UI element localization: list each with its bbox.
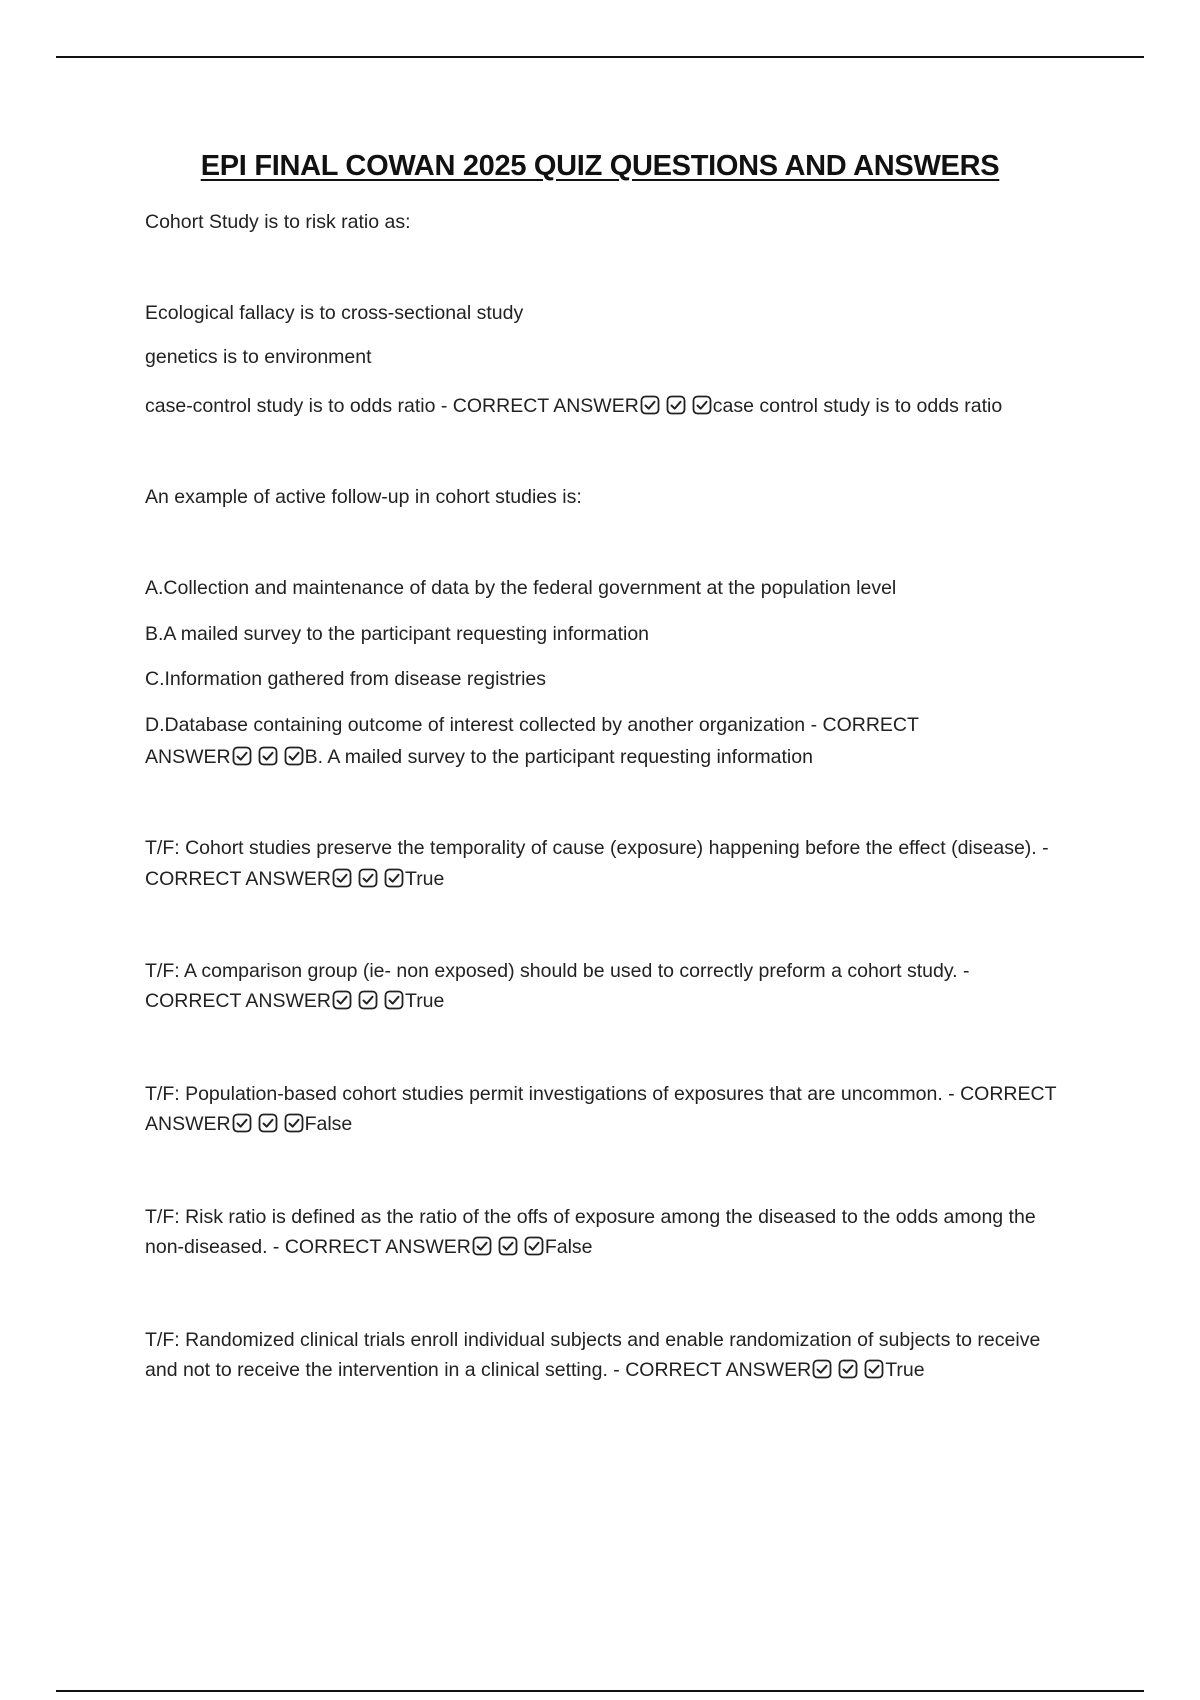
q7-answer-line xyxy=(145,1355,1105,1386)
checkbox-checked-icon xyxy=(284,746,304,766)
checkbox-checked-icon xyxy=(692,395,712,415)
answer-checkmarks xyxy=(232,746,304,766)
q2-option-c: C.Information gathered from disease registries xyxy=(145,668,547,690)
q4-question: T/F: A comparison group (ie- non exposed) should be used to correctly preform a cohort study. - xyxy=(145,960,970,982)
q3-answer-prefix: CORRECT ANSWER xyxy=(145,868,331,890)
q1-question: Cohort Study is to risk ratio as: xyxy=(145,211,411,233)
q2-answer-prefix: ANSWER xyxy=(145,746,231,768)
q7-question: T/F: Randomized clinical trials enroll individual subjects and enable randomization of subjects to receive xyxy=(145,1329,1041,1351)
q2-answer-line xyxy=(145,742,1105,773)
checkbox-checked-icon xyxy=(332,868,352,888)
q3-answer: True xyxy=(405,868,445,890)
q3-question: T/F: Cohort studies preserve the temporality of cause (exposure) happening before the effect (disease). - xyxy=(145,837,1049,859)
q4-answer-prefix: CORRECT ANSWER xyxy=(145,990,331,1012)
checkbox-checked-icon xyxy=(498,1236,518,1256)
checkbox-checked-icon xyxy=(524,1236,544,1256)
q1-answer: case control study is to odds ratio xyxy=(712,395,1003,417)
page-bottom-rule xyxy=(56,1690,1144,1692)
checkbox-checked-icon xyxy=(666,395,686,415)
q2-option-d: D.Database containing outcome of interest collected by another organization - CORRECT xyxy=(145,714,919,736)
page-title: EPI FINAL COWAN 2025 QUIZ QUESTIONS AND ANSWERS xyxy=(200,150,1000,182)
checkbox-checked-icon xyxy=(284,1113,304,1133)
q5-answer-line xyxy=(145,1109,1105,1140)
checkbox-checked-icon xyxy=(358,990,378,1010)
checkbox-checked-icon xyxy=(332,990,352,1010)
q1-answer-line xyxy=(145,391,1105,422)
answer-checkmarks xyxy=(232,1113,304,1133)
answer-checkmarks xyxy=(640,395,712,415)
q7-answer-prefix: and not to receive the intervention in a clinical setting. - CORRECT ANSWER xyxy=(145,1359,812,1381)
page-top-rule xyxy=(56,56,1144,58)
checkbox-checked-icon xyxy=(258,746,278,766)
answer-checkmarks xyxy=(812,1359,884,1379)
q5-question: T/F: Population-based cohort studies permit investigations of exposures that are uncommon. - CORRECT xyxy=(145,1083,1057,1105)
checkbox-checked-icon xyxy=(472,1236,492,1256)
q2-option-b: B.A mailed survey to the participant requesting information xyxy=(145,623,650,645)
answer-checkmarks xyxy=(332,990,404,1010)
q6-answer-line xyxy=(145,1232,1105,1263)
checkbox-checked-icon xyxy=(838,1359,858,1379)
checkbox-checked-icon xyxy=(812,1359,832,1379)
q7-answer: True xyxy=(885,1359,925,1381)
answer-checkmarks xyxy=(332,868,404,888)
checkbox-checked-icon xyxy=(358,868,378,888)
q6-question: T/F: Risk ratio is defined as the ratio of the offs of exposure among the diseased to the odds among the xyxy=(145,1206,1036,1228)
q5-answer: False xyxy=(304,1113,353,1135)
checkbox-checked-icon xyxy=(232,1113,252,1133)
q1-option-2: genetics is to environment xyxy=(145,346,372,368)
q1-option-1: Ecological fallacy is to cross-sectional study xyxy=(145,302,524,324)
checkbox-checked-icon xyxy=(232,746,252,766)
q6-answer: False xyxy=(544,1236,593,1258)
q2-option-a: A.Collection and maintenance of data by the federal government at the population level xyxy=(145,577,897,599)
q5-answer-prefix: ANSWER xyxy=(145,1113,231,1135)
q2-question: An example of active follow-up in cohort studies is: xyxy=(145,486,582,508)
q4-answer: True xyxy=(405,990,445,1012)
q3-answer-line xyxy=(145,864,1105,895)
checkbox-checked-icon xyxy=(384,990,404,1010)
q1-option-3: case-control study is to odds ratio - CORRECT ANSWER xyxy=(145,395,639,417)
checkbox-checked-icon xyxy=(864,1359,884,1379)
q4-answer-line xyxy=(145,986,1105,1017)
checkbox-checked-icon xyxy=(384,868,404,888)
q6-answer-prefix: non-diseased. - CORRECT ANSWER xyxy=(145,1236,471,1258)
checkbox-checked-icon xyxy=(258,1113,278,1133)
q2-answer: B. A mailed survey to the participant requesting information xyxy=(304,746,813,768)
answer-checkmarks xyxy=(472,1236,544,1256)
checkbox-checked-icon xyxy=(640,395,660,415)
